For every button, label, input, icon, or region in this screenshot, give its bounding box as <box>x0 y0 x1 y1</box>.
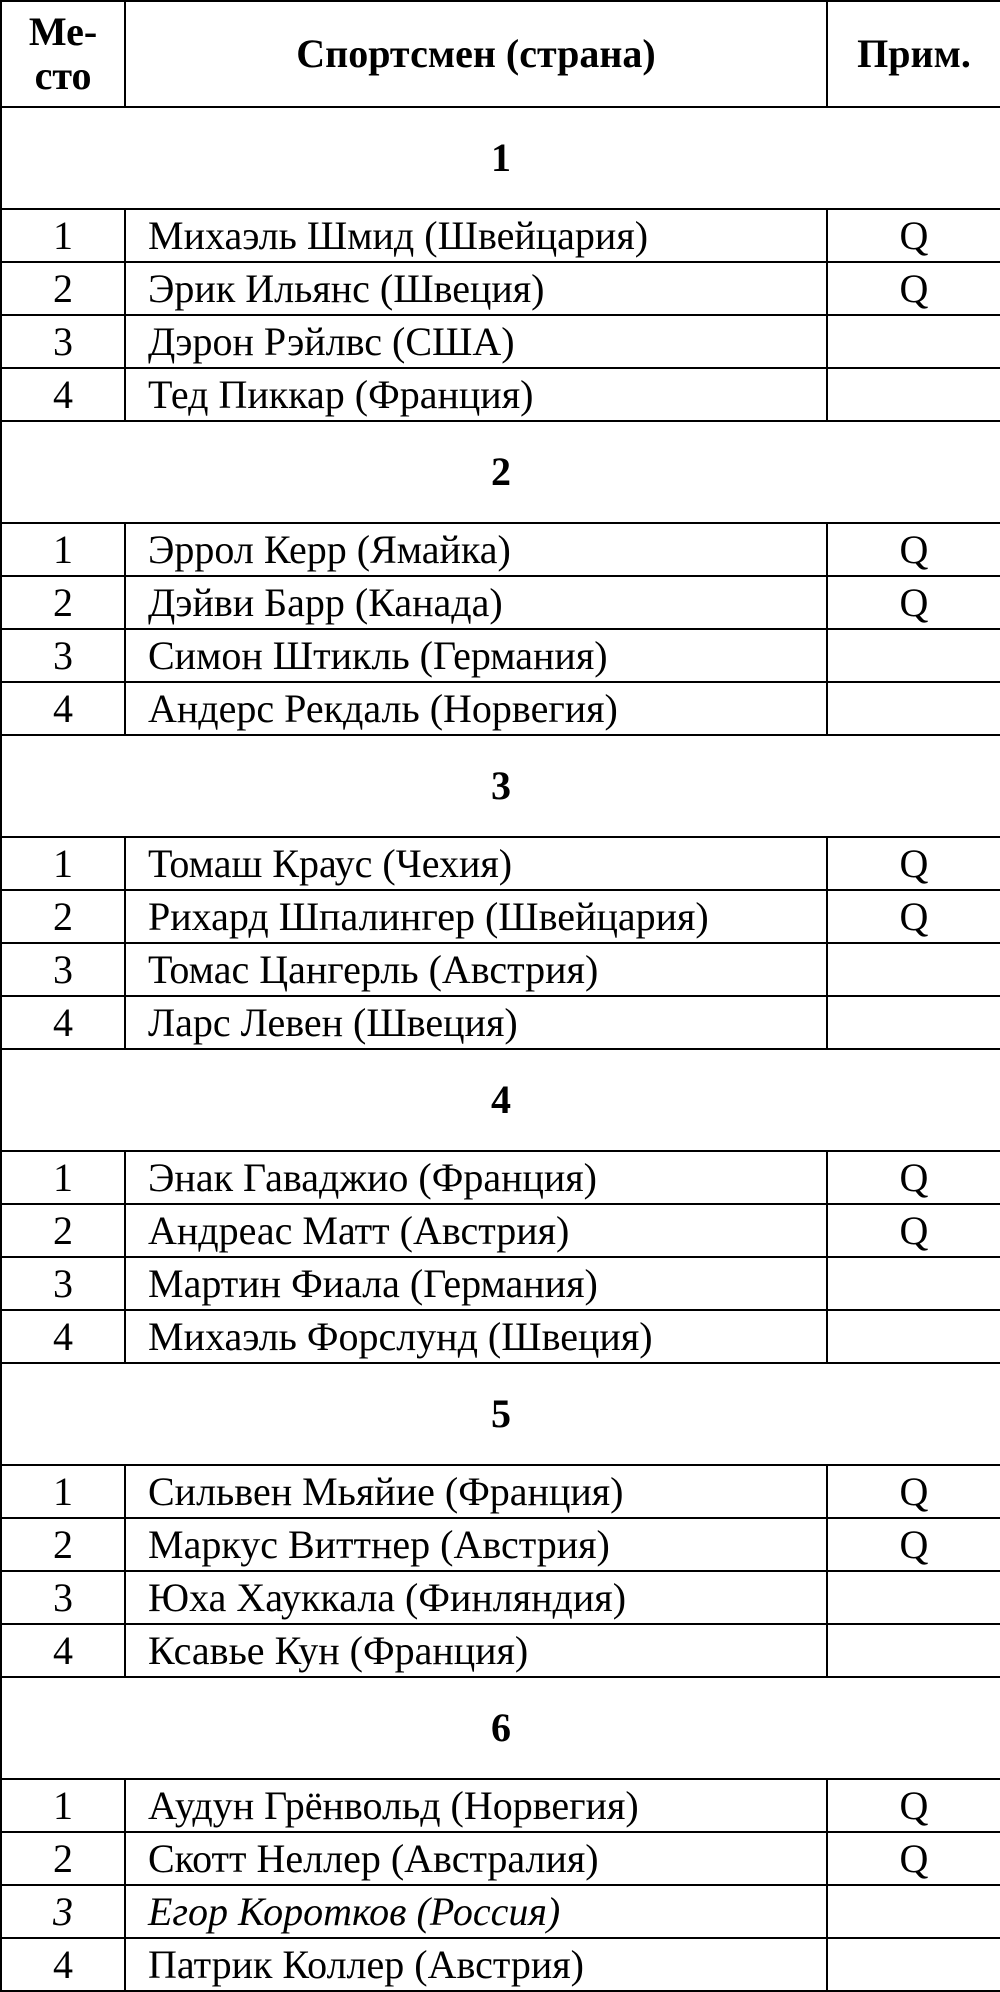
note-cell <box>827 943 1000 996</box>
note-cell <box>827 1257 1000 1310</box>
table-row <box>1 629 1000 682</box>
table-row <box>1 682 1000 735</box>
group-header-row <box>1 1363 1000 1465</box>
note-cell <box>827 629 1000 682</box>
place-cell: 1 <box>1 523 125 576</box>
place-cell: 4 <box>1 1624 125 1677</box>
athlete-cell: Томаш Краус (Чехия) <box>125 837 827 890</box>
athlete-cell: Егор Коротков (Россия) <box>125 1885 827 1938</box>
group-label: 2 <box>1 421 1000 523</box>
note-cell <box>827 315 1000 368</box>
header-place-line1: Ме- <box>28 9 98 54</box>
note-cell: Q <box>827 262 1000 315</box>
note-cell <box>827 1571 1000 1624</box>
table-row <box>1 523 1000 576</box>
athlete-cell: Эррол Керр (Ямайка) <box>125 523 827 576</box>
athlete-cell: Эрик Ильянс (Швеция) <box>125 262 827 315</box>
athlete-cell: Аудун Грёнвольд (Норвегия) <box>125 1779 827 1832</box>
place-cell: 2 <box>1 1518 125 1571</box>
group-label: 1 <box>1 107 1000 209</box>
place-cell: 4 <box>1 1938 125 1991</box>
table-row <box>1 1779 1000 1832</box>
place-cell: 4 <box>1 996 125 1049</box>
results-body <box>1 107 1000 1991</box>
header-note: Прим. <box>827 1 1000 107</box>
table-row <box>1 1310 1000 1363</box>
table-row <box>1 368 1000 421</box>
table-row <box>1 1151 1000 1204</box>
athlete-cell: Дэрон Рэйлвс (США) <box>125 315 827 368</box>
group-header-row <box>1 1049 1000 1151</box>
athlete-cell: Дэйви Барр (Канада) <box>125 576 827 629</box>
group-header-row <box>1 735 1000 837</box>
athlete-cell: Ларс Левен (Швеция) <box>125 996 827 1049</box>
athlete-cell: Тед Пиккар (Франция) <box>125 368 827 421</box>
note-cell: Q <box>827 1518 1000 1571</box>
header-place <box>1 1 125 107</box>
place-cell: 2 <box>1 262 125 315</box>
group-label: 4 <box>1 1049 1000 1151</box>
table-row <box>1 262 1000 315</box>
note-cell <box>827 996 1000 1049</box>
note-cell: Q <box>827 890 1000 943</box>
athlete-cell: Мартин Фиала (Германия) <box>125 1257 827 1310</box>
note-cell: Q <box>827 523 1000 576</box>
note-cell: Q <box>827 576 1000 629</box>
group-header-row <box>1 421 1000 523</box>
table-row <box>1 1832 1000 1885</box>
athlete-cell: Михаэль Форслунд (Швеция) <box>125 1310 827 1363</box>
table-row <box>1 837 1000 890</box>
header-athlete: Спортсмен (страна) <box>125 1 827 107</box>
table-row <box>1 1938 1000 1991</box>
place-cell: 3 <box>1 629 125 682</box>
place-cell: 2 <box>1 576 125 629</box>
table-row <box>1 1624 1000 1677</box>
note-cell: Q <box>827 1204 1000 1257</box>
athlete-cell: Патрик Коллер (Австрия) <box>125 1938 827 1991</box>
note-cell: Q <box>827 1779 1000 1832</box>
group-header-row <box>1 1677 1000 1779</box>
athlete-cell: Маркус Виттнер (Австрия) <box>125 1518 827 1571</box>
athlete-cell: Андреас Матт (Австрия) <box>125 1204 827 1257</box>
place-cell: 3 <box>1 943 125 996</box>
header-place-line2: сто <box>34 53 92 98</box>
table-row <box>1 1518 1000 1571</box>
group-label: 3 <box>1 735 1000 837</box>
athlete-cell: Сильвен Мьяйие (Франция) <box>125 1465 827 1518</box>
place-cell: 3 <box>1 1885 125 1938</box>
athlete-cell: Скотт Неллер (Австралия) <box>125 1832 827 1885</box>
group-header-row <box>1 107 1000 209</box>
header-row <box>1 1 1000 107</box>
note-cell <box>827 1624 1000 1677</box>
table-row <box>1 1204 1000 1257</box>
place-cell: 3 <box>1 1257 125 1310</box>
note-cell <box>827 368 1000 421</box>
place-cell: 2 <box>1 890 125 943</box>
athlete-cell: Томас Цангерль (Австрия) <box>125 943 827 996</box>
place-cell: 4 <box>1 1310 125 1363</box>
note-cell: Q <box>827 837 1000 890</box>
note-cell: Q <box>827 209 1000 262</box>
place-cell: 4 <box>1 682 125 735</box>
note-cell <box>827 1938 1000 1991</box>
note-cell <box>827 682 1000 735</box>
place-cell: 3 <box>1 315 125 368</box>
note-cell: Q <box>827 1832 1000 1885</box>
table-row <box>1 1571 1000 1624</box>
table-row <box>1 209 1000 262</box>
place-cell: 1 <box>1 1465 125 1518</box>
place-cell: 3 <box>1 1571 125 1624</box>
table-row <box>1 576 1000 629</box>
note-cell <box>827 1310 1000 1363</box>
athlete-cell: Андерс Рекдаль (Норвегия) <box>125 682 827 735</box>
note-cell <box>827 1885 1000 1938</box>
athlete-cell: Симон Штикль (Германия) <box>125 629 827 682</box>
table-row <box>1 315 1000 368</box>
group-label: 5 <box>1 1363 1000 1465</box>
table-row <box>1 1885 1000 1938</box>
table-row <box>1 996 1000 1049</box>
table-row <box>1 1465 1000 1518</box>
place-cell: 4 <box>1 368 125 421</box>
place-cell: 1 <box>1 209 125 262</box>
athlete-cell: Ксавье Кун (Франция) <box>125 1624 827 1677</box>
table-row <box>1 943 1000 996</box>
athlete-cell: Энак Гаваджио (Франция) <box>125 1151 827 1204</box>
athlete-cell: Рихард Шпалингер (Швейцария) <box>125 890 827 943</box>
place-cell: 1 <box>1 1779 125 1832</box>
place-cell: 1 <box>1 837 125 890</box>
place-cell: 1 <box>1 1151 125 1204</box>
note-cell: Q <box>827 1465 1000 1518</box>
note-cell: Q <box>827 1151 1000 1204</box>
table-row <box>1 890 1000 943</box>
group-label: 6 <box>1 1677 1000 1779</box>
table-row <box>1 1257 1000 1310</box>
place-cell: 2 <box>1 1204 125 1257</box>
athlete-cell: Юха Хауккала (Финляндия) <box>125 1571 827 1624</box>
place-cell: 2 <box>1 1832 125 1885</box>
athlete-cell: Михаэль Шмид (Швейцария) <box>125 209 827 262</box>
